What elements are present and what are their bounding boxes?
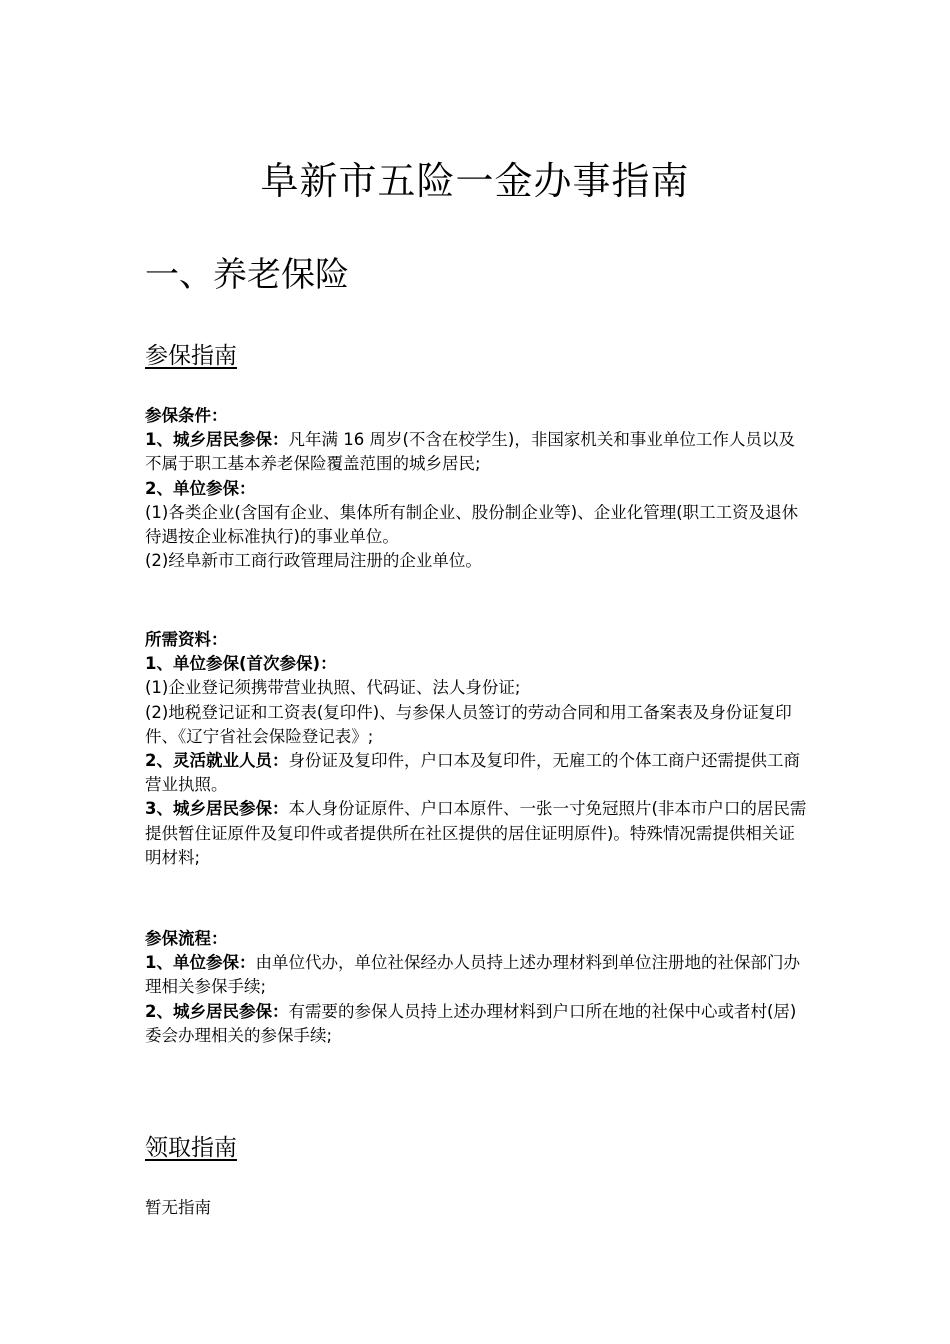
- material-item-3-label: 3、城乡居民参保：: [145, 799, 289, 819]
- material-item-1-sub-1: (1)企业登记须携带营业执照、代码证、法人身份证;: [145, 678, 521, 698]
- material-item-1-label: 1、单位参保(首次参保)：: [145, 654, 337, 674]
- condition-item-1-text: 凡年满 16 周岁(不含在校学生)，非国家机关和事业单位工作人员以及不属于职工基本养老保险覆盖范围的城乡居民;: [145, 430, 795, 474]
- conditions-label: 参保条件：: [145, 406, 228, 425]
- enrollment-conditions: [145, 404, 809, 573]
- process-item-2-label: 2、城乡居民参保：: [145, 1001, 289, 1021]
- material-item-3-text: 本人身份证原件、户口本原件、一张一寸免冠照片(非本市户口的居民需提供暂住证原件及复印件或者提供所在社区提供的居住证明原件)。特殊情况需提供相关证明材料;: [145, 799, 807, 867]
- material-item-3: [145, 797, 809, 870]
- material-item-2: [145, 749, 809, 797]
- material-item-2-text: 身份证及复印件，户口本及复印件，无雇工的个体工商户还需提供工商营业执照。: [145, 751, 800, 795]
- process-item-1: [145, 951, 809, 999]
- materials-label: 所需资料：: [145, 630, 228, 649]
- process-item-1-label: 1、单位参保：: [145, 953, 256, 973]
- condition-item-2-sub-1: (1)各类企业(含国有企业、集体所有制企业、股份制企业等)、企业化管理(职工工资及退休待遇按企业标准执行)的事业单位。: [145, 502, 799, 547]
- enrollment-process: [145, 927, 809, 1048]
- required-materials: [145, 628, 809, 870]
- subheading-collection-guide: 领取指南: [145, 1135, 237, 1161]
- page-title: 阜新市五险一金办事指南: [260, 159, 690, 203]
- material-item-1-sub-2: (2)地税登记证和工资表(复印件)、与参保人员签订的劳动合同和用工备案表及身份证复印件、《辽宁省社会保险登记表》;: [145, 702, 792, 746]
- condition-item-1-label: 1、城乡居民参保：: [145, 430, 289, 450]
- material-item-2-label: 2、灵活就业人员：: [145, 751, 289, 771]
- condition-item-2-label: 2、单位参保：: [145, 478, 256, 498]
- process-item-1-text: 由单位代办，单位社保经办人员持上述办理材料到单位注册地的社保部门办理相关参保手续;: [145, 953, 800, 997]
- process-item-2: [145, 1000, 809, 1048]
- subheading-enrollment-guide: 参保指南: [145, 343, 237, 369]
- collection-guide-text: [145, 1196, 809, 1220]
- condition-item-1: [145, 428, 809, 476]
- collection-guide-body: 暂无指南: [145, 1198, 211, 1217]
- condition-item-2-sub-2: (2)经阜新市工商行政管理局注册的企业单位。: [145, 551, 482, 571]
- process-item-2-text: 有需要的参保人员持上述办理材料到户口所在地的社保中心或者村(居)委会办理相关的参保手续;: [145, 1001, 797, 1045]
- process-label: 参保流程：: [145, 929, 228, 948]
- section-heading-pension: 一、养老保险: [145, 255, 349, 295]
